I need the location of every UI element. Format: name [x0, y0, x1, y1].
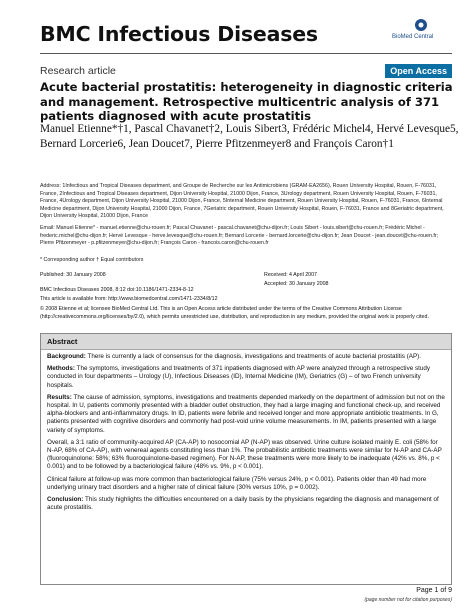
- results-label: Results:: [47, 393, 72, 401]
- abstract-box: [40, 333, 452, 585]
- conclusion-label: Conclusion:: [47, 496, 84, 504]
- accepted-date: Accepted: 30 January 2008: [264, 280, 329, 287]
- abstract-results: [47, 394, 445, 435]
- header-divider: [40, 53, 452, 54]
- abstract-methods: [47, 365, 445, 390]
- received-date: Received: 4 April 2007: [264, 272, 318, 278]
- corresponding-note: * Corresponding author † Equal contributors: [40, 257, 144, 263]
- background-text: There is currently a lack of consensus for the diagnosis, investigations and treatments of acute bacterial prostatitis (AP).: [87, 353, 422, 360]
- methods-label: Methods:: [47, 365, 75, 373]
- methods-text: The symptoms, investigations and treatments of 371 inpatients diagnosed with AP were analyzed through a retrospective study conducted in four departments – Urology (U), Infectious Diseases (ID), Internal Medicine (IM), Geriatrics (G) – of two French university hospitals.: [47, 365, 431, 389]
- page-note: (page number not for citation purposes): [364, 597, 452, 603]
- biomed-central-logo: [392, 18, 452, 48]
- article-url[interactable]: This article is available from: http://www.biomedcentral.com/1471-2334/8/12: [40, 296, 218, 302]
- article-type: Research article: [40, 65, 116, 77]
- open-access-badge: Open Access: [385, 64, 452, 78]
- abstract-results-3: Clinical failure at follow-up was more common than bacteriological failure (75% versus 24%, p < 0.001). Patients older than 49 had more underlying urinary tract disorders and a higher rate of clinical failure (30% versus 10%, p = 0.002).: [47, 475, 427, 491]
- published-date: Published: 30 January 2008: [40, 272, 106, 278]
- abstract-background: [47, 353, 445, 361]
- author-emails[interactable]: Email: Manuel Etienne* - manuel.etienne@chu-rouen.fr; Pascal Chavanet - pascal.chavanet@chu-dijon.fr; Louis Sibert - louis.sibert@chu-rouen.fr; Frédéric Michel - frederic.michel@chu-dijon.fr; Hervé Levesque - herve.levesque@chu-rouen.fr; Bernard Lorcerie - bernard.lorcerie@chu-dijon.fr; Jean Doucet - jean.doucet@chu-rouen.fr; Pierre Pfitzenmeyer - p.pfitzenmeyer@chu-dijon.fr; François Caron - francois.caron@chu-rouen.fr: [40, 225, 439, 246]
- background-label: Background:: [47, 353, 86, 360]
- biomed-logo-text: BioMed Central: [392, 34, 434, 40]
- copyright-notice: © 2008 Etienne et al; licensee BioMed Central Ltd. This is an Open Access article distributed under the terms of the Creative Commons Attribution License (http://creativecommons.org/licenses/by/2.0), which permits unrestricted use, distribution, and reproduction in any medium, provided the original work is properly cited.: [40, 306, 429, 320]
- author-list: Manuel Etienne*†1, Pascal Chavanet†2, Louis Sibert3, Frédéric Michel4, Hervé Levesque5, Bernard Lorcerie6, Jean Doucet7, Pierre Pfitzenmeyer8 and François Caron†1: [40, 123, 459, 150]
- biomed-logo-icon: [414, 18, 428, 32]
- abstract-heading: Abstract: [41, 334, 451, 350]
- article-title: Acute bacterial prostatitis: heterogeneity in diagnostic criteria and management. Retrospective multicentric analysis of 371 patients diagnosed with acute prostatitis: [40, 80, 453, 123]
- journal-title: BMC Infectious Diseases: [40, 22, 318, 46]
- affiliations: Address: 1Infectious and Tropical Diseases department, and Groupe de Recherche sur les Antimicrobiens (GRAM-EA2656), Rouen University Hospital, Rouen, F-76031, France, 2Infectious and Tropical Diseases department, Dijon University Hospital, 21000 Dijon, France, 3Urology department, Rouen University Hospital, Rouen, F-76031, France, 4Urology department, Dijon University Hospital, 21000 Dijon, France, 5Internal Medicine department, Rouen University Hospital, Rouen, F-76031, France, 6Internal Medicine department, Dijon University Hospital, 21000 Dijon, France, 7Geriatric department, Rouen University Hospital, Rouen, F-76031, France and 8Geriatric department, Dijon University Hospital, 21000 Dijon, France: [40, 183, 444, 219]
- abstract-conclusion: [47, 496, 445, 512]
- page-number: Page 1 of 9: [416, 587, 452, 594]
- abstract-body: [41, 350, 451, 519]
- citation-line: BMC Infectious Diseases 2008, 8:12 doi:10.1186/1471-2334-8-12: [40, 287, 194, 293]
- conclusion-text: This study highlights the difficulties encountered on a daily basis by the physicians regarding the diagnosis and management of acute prostatitis.: [47, 496, 439, 512]
- received-accepted: [264, 271, 329, 288]
- abstract-results-2: Overall, a 3:1 ratio of community-acquired AP (CA-AP) to nosocomial AP (N-AP) was observed. Urine culture isolated mainly E. coli (58% for N-AP, 68% of CA-AP), with venereal agents constituting less than 1%. The probabilistic antibiotic treatments were similar for N-AP and CA-AP (fluoroquinolone: 58%; 63% fluoroquinolone-based regimen). For N-AP, these treatments were more likely to be inadequate (42% vs. 8%, p < 0.001) and to be followed by a bacteriological failure (48% vs. 9%, p < 0.001).: [47, 438, 442, 471]
- results-text: The cause of admission, symptoms, investigations and treatments depended markedly on the department of admission but not on the hospital. In U, patients commonly presented with a bladder outlet obstruction, they had a large imaging and functional check-up, and received alpha-blockers and anti-inflammatory drugs. In ID, patients were febrile and received longer and more appropriate antibiotic treatments. In G, patients presented with cognitive disorders and commonly had post-void urine volume measurements. In IM, patients presented with a large variety of symptoms.: [47, 393, 445, 434]
